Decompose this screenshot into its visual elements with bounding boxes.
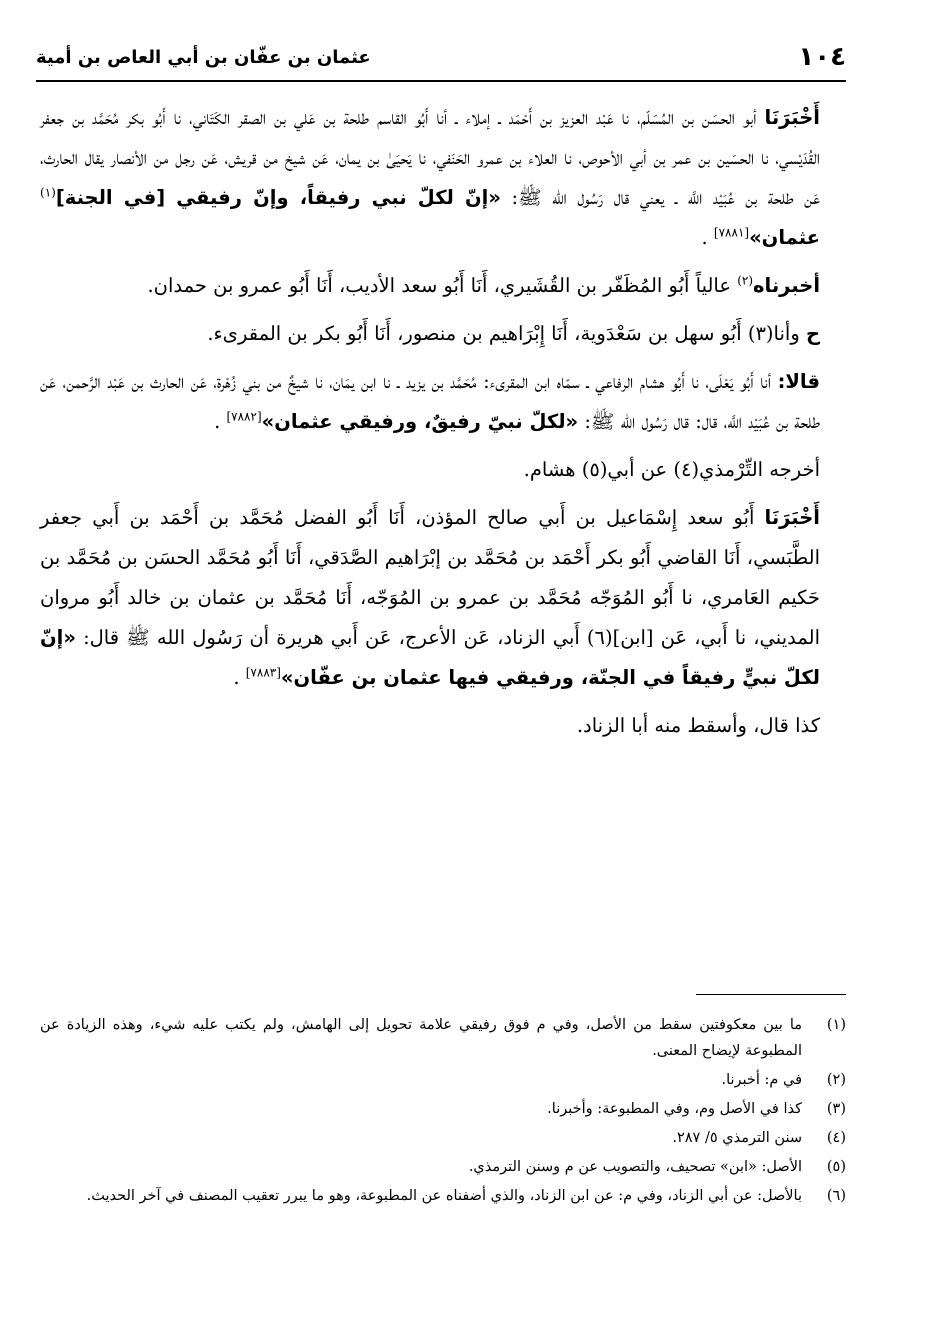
footnotes	[40, 1012, 846, 1212]
paragraph-6	[40, 498, 842, 698]
footnote-number: (٤)	[826, 1130, 846, 1146]
paragraph-text: كذا قال، وأسقط منه أبا الزناد.	[576, 714, 820, 737]
paragraph-lead: أَخْبَرَنَا	[764, 506, 820, 529]
hadith-number: [٧٨٨٢]	[226, 409, 262, 424]
paragraph-tail: .	[233, 666, 240, 689]
footnote-text: ما بين معكوفتين سقط من الأصل، وفي م فوق رفيقي علامة تحويل إلى الهامش، ولم يكتب عليه شيء، وهذه الزيادة عن المطبوعة لإيضاح المعنى.	[40, 1017, 802, 1059]
footnote-text: بالأصل: عن أبي الزناد، وفي م: عن ابن الزناد، والذي أضفناه عن المطبوعة، وهو ما يبرر تعقيب المصنف في آخر الحديث.	[86, 1188, 802, 1204]
paragraph-text: أَبُو سعد إِسْمَاعيل بن أَبي صالح المؤذن، أَنَا أَبُو الفضل مُحَمَّد بن أَحْمَد بن أَبي جعفر الطَّبَسي، أَنَا القاضي أَبُو بكر أَحْمَد بن مُحَمَّد بن إبْرَاهيم الصَّدَقي، أَنَا أَبُو مُحَمَّد الحسَن بن مُحَمَّد بن حَكيم العَامري، نا أَبُو المُوَجّه مُحَمَّد بن عمرو بن المُوَجّه، أَنَا مُحَمَّد بن عثمان بن خالد أَبُو مروان المديني، نا أَبي، عَن [ابن](٦) أَبي الزناد، عَن الأعرج، عَن أَبي هريرة أن رَسُول الله ﷺ قال:	[40, 506, 820, 649]
footnote-item	[40, 1067, 846, 1093]
paragraph-lead: قالا:	[777, 370, 820, 393]
paragraph-2	[40, 266, 842, 306]
running-header	[36, 40, 846, 82]
footnote-separator	[696, 994, 846, 995]
paragraph-text: أخرجه التِّرْمذي(٤) عن أبي(٥) هشام.	[523, 458, 820, 481]
footnote-text: سنن الترمذي ٥/ ٢٨٧.	[672, 1130, 802, 1146]
footnote-item	[40, 1154, 846, 1180]
paragraph-lead: أخبرناه	[753, 274, 820, 297]
paragraph-text: عالياً أَبُو المُظَفّر بن القُشَيري، أَنَا أَبُو سعد الأديب، أَنَا أَبُو عمرو بن حمدان.	[147, 274, 731, 297]
footnote-item	[40, 1012, 846, 1064]
hadith-quote: «إنّ لكلّ نبيٍّ رفيقاً في الجنّة، ورفيقي فيها عثمان بن عفّان»	[40, 626, 820, 689]
hadith-number: [٧٨٨٣]	[245, 665, 281, 680]
paragraph-text: أنا أَبُو يَعْلَى، نا أَبُو هشام الرفاعي ـ سمّاه ابن المقرىء: مُحَمَّد بن يزيد ـ نا ابن يمَان، نا شيخٌ من بني زُهْرة، عَن الحارث بن عَبْد الرَّحمن، عَن طلحة بن عُبَيْد اللَّه، قال: قال رَسُول الله ﷺ:	[40, 370, 820, 433]
hadith-quote: «لكلّ نبيّ رفيقٌ، ورفيقي عثمان»	[261, 410, 579, 433]
paragraph-lead: ح	[805, 322, 820, 345]
hadith-number: [٧٨٨١]	[713, 225, 750, 240]
footnote-number: (٣)	[826, 1101, 846, 1117]
hadith-quote-end: عثمان»	[749, 226, 820, 249]
footnote-number: (٦)	[826, 1188, 846, 1204]
paragraph-tail: .	[214, 410, 221, 433]
page-number: ١٠٤	[798, 42, 846, 72]
paragraph-3	[40, 314, 842, 354]
footnote-number: (٢)	[826, 1072, 846, 1088]
paragraph-lead: أَخْبَرَنَا	[764, 106, 820, 129]
paragraph-tail: .	[701, 226, 708, 249]
footnote-number: (١)	[826, 1017, 846, 1033]
hadith-quote: «إنّ لكلّ نبي رفيقاً، وإنّ رفيقي [في الجنة]	[55, 186, 501, 209]
paragraph-1	[40, 98, 842, 258]
footnote-text: في م: أخبرنا.	[721, 1072, 802, 1088]
footnote-item	[40, 1125, 846, 1151]
paragraph-text: وأنا(٣) أَبُو سهل بن سَعْدَوية، أَنَا إِبْرَاهيم بن منصور، أَنَا أَبُو بكر بن المقرىء.	[207, 322, 800, 345]
running-title: عثمان بن عفّان بن أبي العاص بن أمية	[36, 46, 371, 68]
footnote-number: (٥)	[826, 1159, 846, 1175]
paragraph-5	[40, 450, 842, 490]
footnote-item	[40, 1183, 846, 1209]
paragraph-7	[40, 706, 842, 746]
footnote-item	[40, 1096, 846, 1122]
paragraph-text: أبو الحسَن بن المُسَلّم، نا عَبْد العزيز بن أَحْمَد ـ إملاء ـ أنا أَبُو القاسم طلحة بن عَلي بن الصقر الكَتَاني، نا أَبُو بكر مُحَمَّد بن جعفر القُدَيْسي، نا الحسَين بن عمر بن أبي الأحوص، نا العلاء بن عمرو الحَنَفي، نا يَحيَىٰ بن يمان، عَن شيخ من قريش، عَن رجل من الأنصار يقال الحارث، عَن طلحة بن عُبَيْد اللَّه ـ يعني قال رَسُول الله ﷺ:	[40, 106, 820, 209]
paragraph-4	[40, 362, 842, 442]
footnote-text: كذا في الأصل وم، وفي المطبوعة: وأخبرنا.	[547, 1101, 802, 1117]
footnote-text: الأصل: «ابن» تصحيف، والتصويب عن م وسنن الترمذي.	[468, 1159, 802, 1175]
footnote-marker: (٢)	[737, 273, 754, 288]
main-text	[40, 98, 842, 754]
footnote-marker: (١)	[40, 185, 56, 200]
